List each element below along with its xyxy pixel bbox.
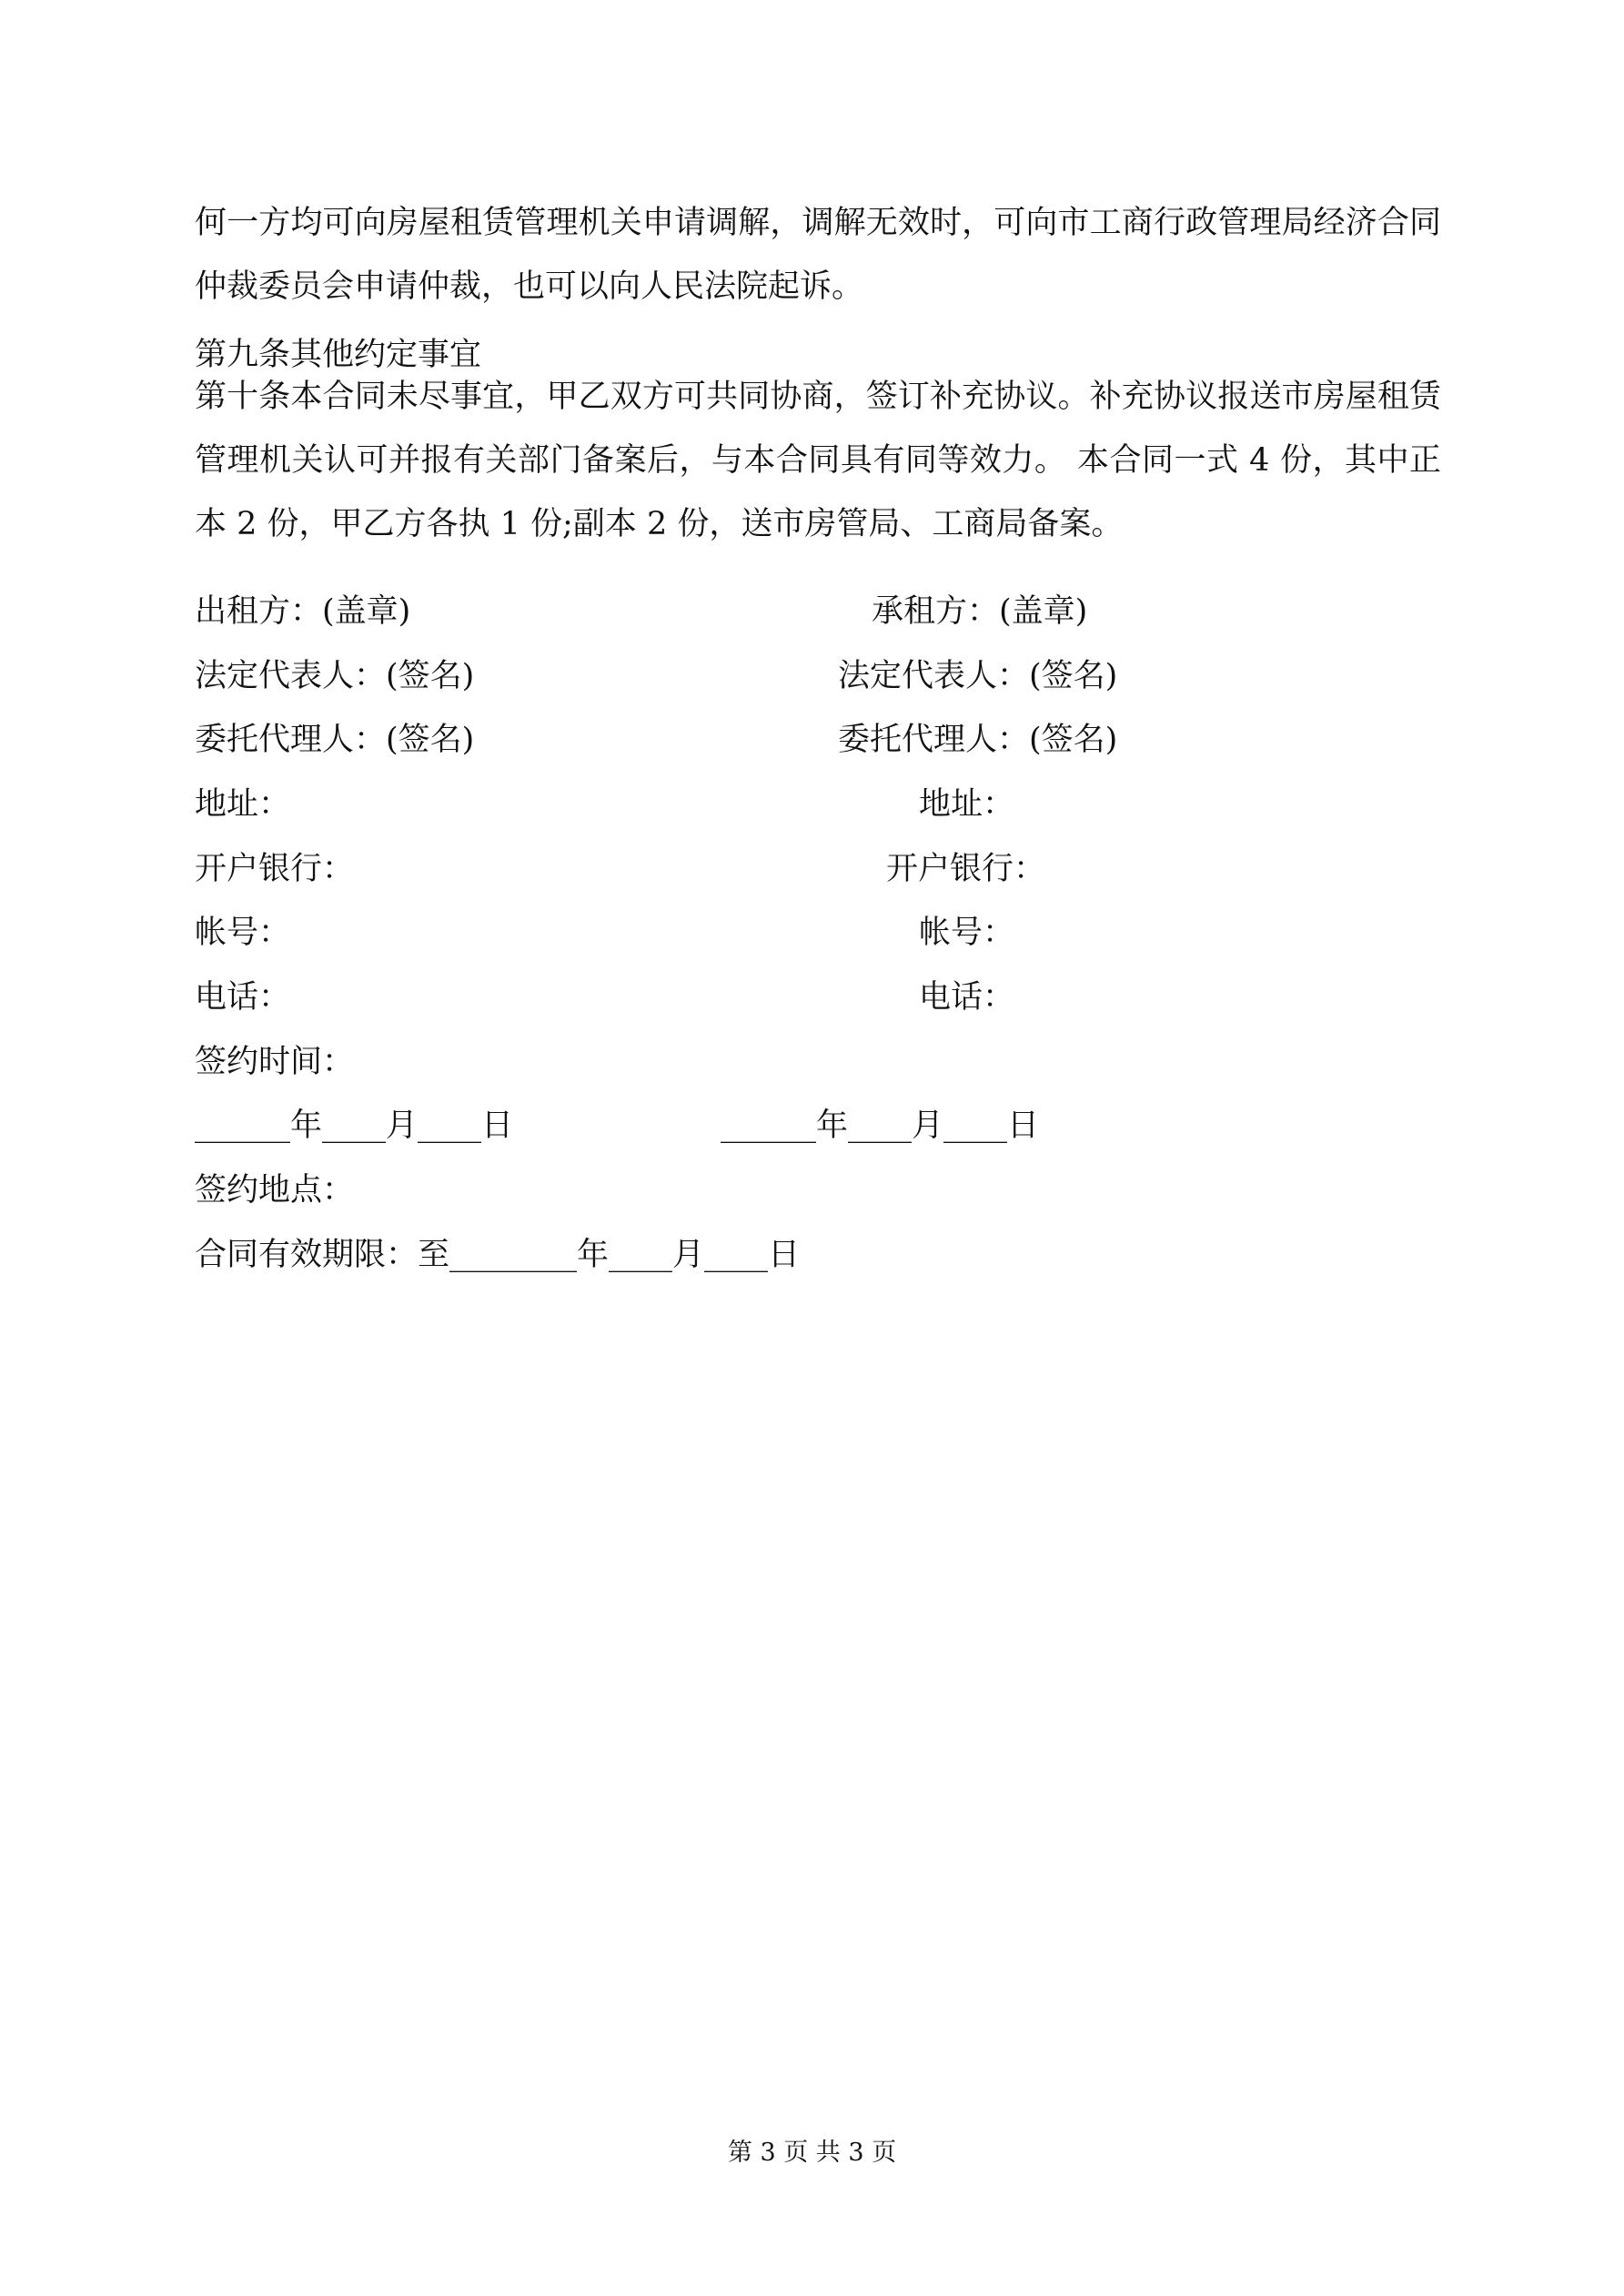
lessee-account-label: 帐号： bbox=[919, 915, 1015, 951]
paragraph-dispute-resolution: 何一方均可向房屋租赁管理机关申请调解，调解无效时，可向市工商行政管理局经济合同仲裁委员会申请仲裁，也可以向人民法院起诉。 bbox=[195, 205, 1441, 305]
sign-place-label: 签约地点： bbox=[195, 1172, 355, 1209]
lessee-bank-label: 开户银行： bbox=[886, 851, 1046, 887]
page-number-footer: 第 3 页 共 3 页 bbox=[727, 2139, 897, 2167]
lessor-address-label: 地址： bbox=[195, 786, 291, 823]
validity-period-field: 合同有效期限：至________年____月____日 bbox=[195, 1237, 801, 1273]
lessor-phone-label: 电话： bbox=[195, 979, 291, 1016]
lessor-bank-label: 开户银行： bbox=[195, 851, 355, 887]
lessee-seal-label: 承租方：(盖章) bbox=[872, 593, 1088, 630]
lessor-agent-label: 委托代理人：(签名) bbox=[195, 722, 475, 758]
lessor-seal-label: 出租方：(盖章) bbox=[195, 593, 411, 630]
lessor-date-field: ______年____月____日 bbox=[195, 1108, 514, 1144]
lessee-date-field: ______年____月____日 bbox=[721, 1108, 1040, 1144]
lessee-phone-label: 电话： bbox=[919, 979, 1015, 1016]
article-9-heading: 第九条其他约定事宜 bbox=[195, 337, 482, 373]
lessee-agent-label: 委托代理人：(签名) bbox=[838, 722, 1118, 758]
lessee-legal-rep-label: 法定代表人：(签名) bbox=[838, 658, 1118, 694]
lessee-address-label: 地址： bbox=[919, 786, 1015, 823]
lessor-legal-rep-label: 法定代表人：(签名) bbox=[195, 658, 475, 694]
lessor-account-label: 帐号： bbox=[195, 915, 291, 951]
sign-time-label: 签约时间： bbox=[195, 1044, 355, 1080]
article-10-paragraph: 第十条本合同未尽事宜，甲乙双方可共同协商，签订补充协议。补充协议报送市房屋租赁管理机关认可并报有关部门备案后，与本合同具有同等效力。 本合同一式 4 份，其中正本 2 份，甲乙方各执 1 份;副本 2 份，送市房管局、工商局备案。 bbox=[195, 379, 1441, 542]
